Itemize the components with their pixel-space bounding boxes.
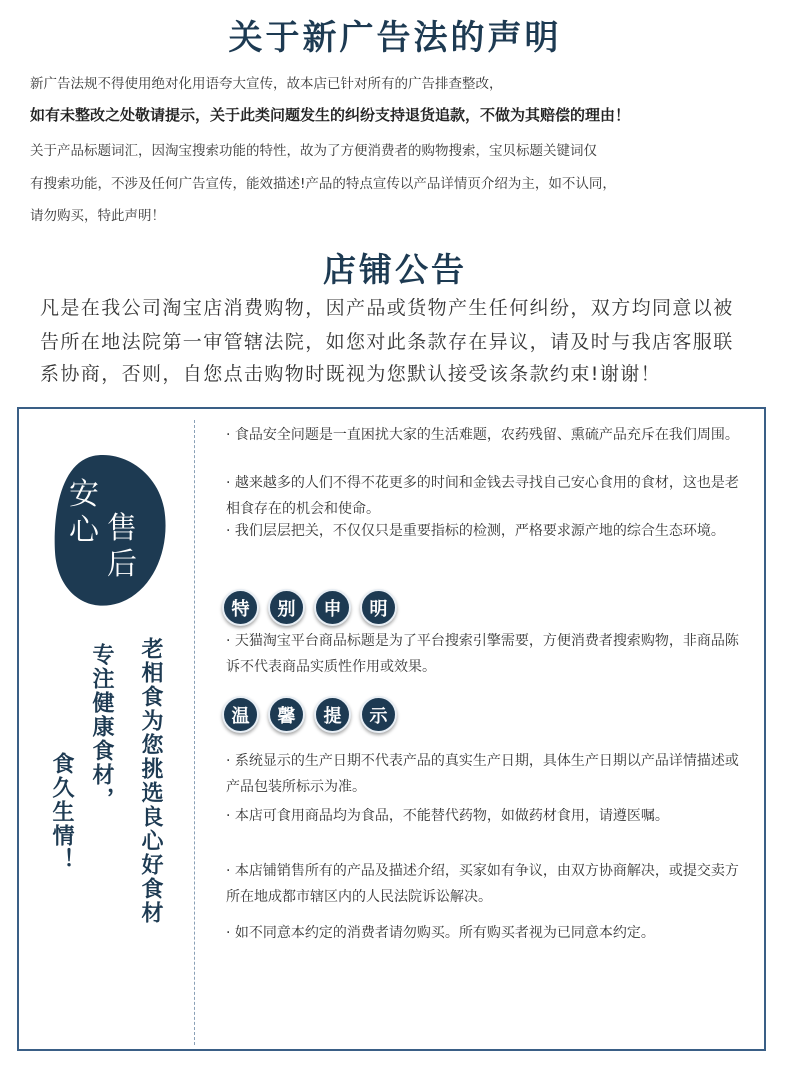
info-item: · 我们层层把关，不仅仅只是重要指标的检测，严格要求源产地的综合生态环境。 xyxy=(226,523,725,539)
tip-item: · 本店可食用商品均为食品，不能替代药物，如做药材食用，请遵医嘱。 xyxy=(226,808,669,824)
heading-pill: 申 xyxy=(314,589,351,626)
notice-line: 系协商，否则，自您点击购物时既视为您默认接受该条款约束!谢谢！ xyxy=(40,363,662,385)
special-text: · 天猫淘宝平台商品标题是为了平台搜索引擎需要，方便消费者搜索购物，非商品陈诉不代表商品实质性作用或效果。 xyxy=(226,633,739,675)
heading-pill: 提 xyxy=(314,696,351,733)
declaration-title: 关于新广告法的声明 xyxy=(228,18,562,58)
declaration-line: 请勿购买，特此声明！ xyxy=(30,208,165,224)
declaration-line: 关于产品标题词汇，因淘宝搜索功能的特性，故为了方便消费者的购物搜索，宝贝标题关键词仅 xyxy=(30,143,597,159)
heading-pill: 明 xyxy=(360,589,397,626)
tip-item: · 本店铺销售所有的产品及描述介绍，买家如有争议，由双方协商解决，或提交卖方所在地成都市辖区内的人民法院诉讼解决。 xyxy=(226,863,739,905)
tip-item: · 系统显示的生产日期不代表产品的真实生产日期，具体生产日期以产品详情描述或产品包装所标示为准。 xyxy=(226,753,739,795)
tips-heading xyxy=(222,696,397,733)
info-item: · 越来越多的人们不得不花更多的时间和金钱去寻找自己安心食用的食材，这也是老相食存在的机会和使命。 xyxy=(226,475,739,517)
after-sales-badge xyxy=(53,452,168,607)
badge-char: 后 xyxy=(107,547,137,582)
notice-title: 店铺公告 xyxy=(323,250,467,289)
slogan-vertical: 食久生情！ xyxy=(49,752,74,872)
notice-line: 告所在地法院第一审管辖法院，如您对此条款存在异议，请及时与我店客服联 xyxy=(40,331,734,353)
heading-pill: 特 xyxy=(222,589,259,626)
heading-pill: 别 xyxy=(268,589,305,626)
divider xyxy=(194,420,195,1045)
slogan-vertical: 专注健康食材， xyxy=(89,643,114,811)
badge-char: 售 xyxy=(107,511,137,546)
declaration-line: 有搜索功能，不涉及任何广告宣传，能效描述!产品的特点宣传以产品详情页介绍为主，如不认同， xyxy=(30,176,616,192)
notice-line: 凡是在我公司淘宝店消费购物，因产品或货物产生任何纠纷，双方均同意以被 xyxy=(40,297,734,319)
badge-char: 心 xyxy=(69,513,99,548)
heading-pill: 馨 xyxy=(268,696,305,733)
info-item: · 食品安全问题是一直困扰大家的生活难题，农药残留、熏硫产品充斥在我们周围。 xyxy=(226,427,739,443)
heading-pill: 示 xyxy=(360,696,397,733)
tip-item: · 如不同意本约定的消费者请勿购买。所有购买者视为已同意本约定。 xyxy=(226,925,655,941)
declaration-line-bold: 如有未整改之处敬请提示，关于此类问题发生的纠纷支持退货追款，不做为其赔偿的理由！ xyxy=(30,106,631,124)
heading-pill: 温 xyxy=(222,696,259,733)
slogan-vertical: 老相食为您挑选良心好食材 xyxy=(138,637,163,925)
declaration-line: 新广告法规不得使用绝对化用语夸大宣传，故本店已针对所有的广告排查整改， xyxy=(30,76,503,92)
special-heading xyxy=(222,589,397,626)
badge-char: 安 xyxy=(69,477,99,512)
